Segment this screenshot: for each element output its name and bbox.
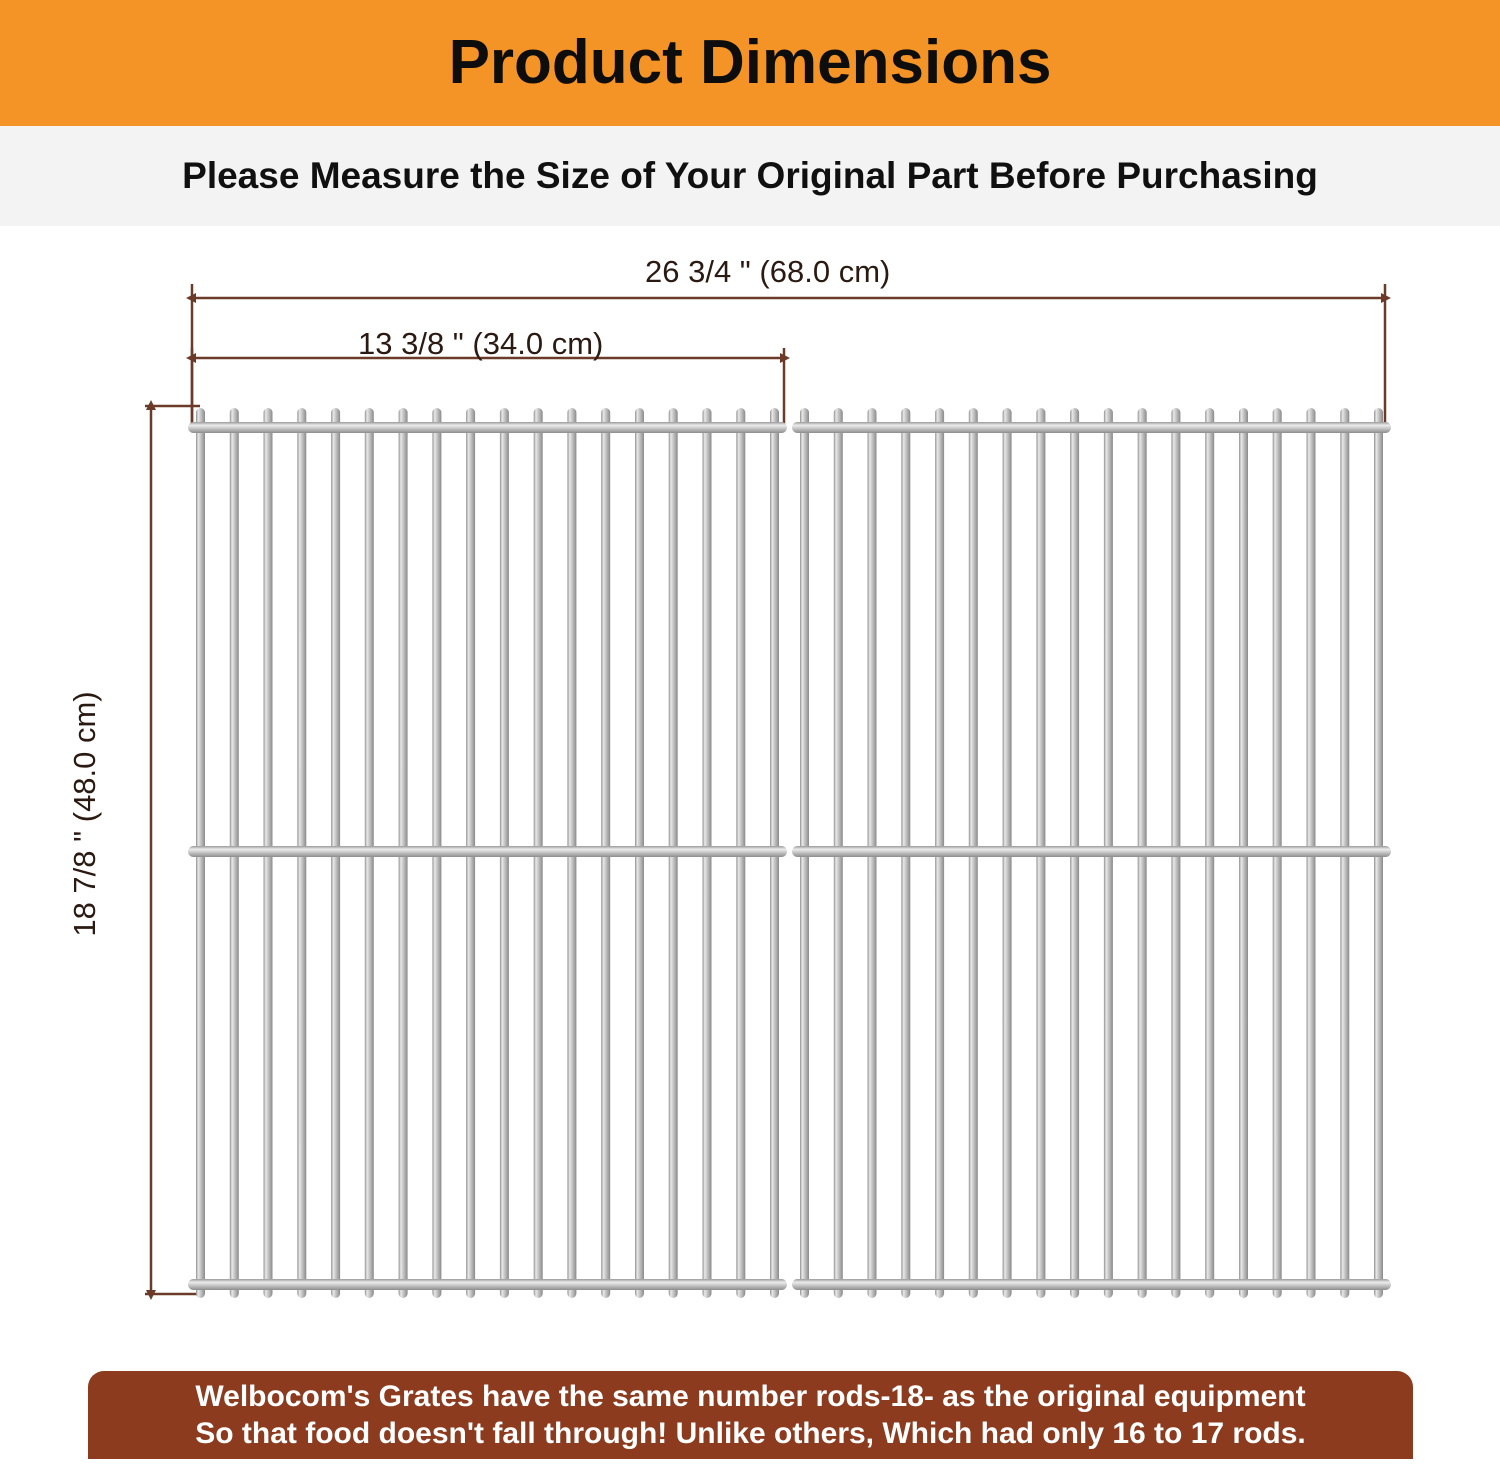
footer-line-1: Welbocom's Grates have the same number rods-18- as the original equipment — [195, 1379, 1306, 1413]
page-title: Product Dimensions — [448, 28, 1052, 97]
footer-line-2: So that food doesn't fall through! Unlike others, Which had only 16 to 17 rods. — [195, 1417, 1306, 1450]
right-grate — [792, 408, 1391, 1298]
left-grate — [188, 408, 787, 1298]
subheader-band — [0, 126, 1500, 226]
subtitle-text: Please Measure the Size of Your Original Part Before Purchasing — [182, 155, 1318, 196]
total-width-label: 26 3/4 " (68.0 cm) — [645, 254, 891, 289]
dimension-diagram — [0, 226, 1500, 1356]
half-width-label: 13 3/8 " (34.0 cm) — [358, 326, 604, 361]
header-band — [0, 0, 1500, 126]
height-label: 18 7/8 " (48.0 cm) — [67, 691, 102, 937]
grates-drawing — [0, 226, 1500, 1356]
footer-banner — [88, 1371, 1413, 1459]
